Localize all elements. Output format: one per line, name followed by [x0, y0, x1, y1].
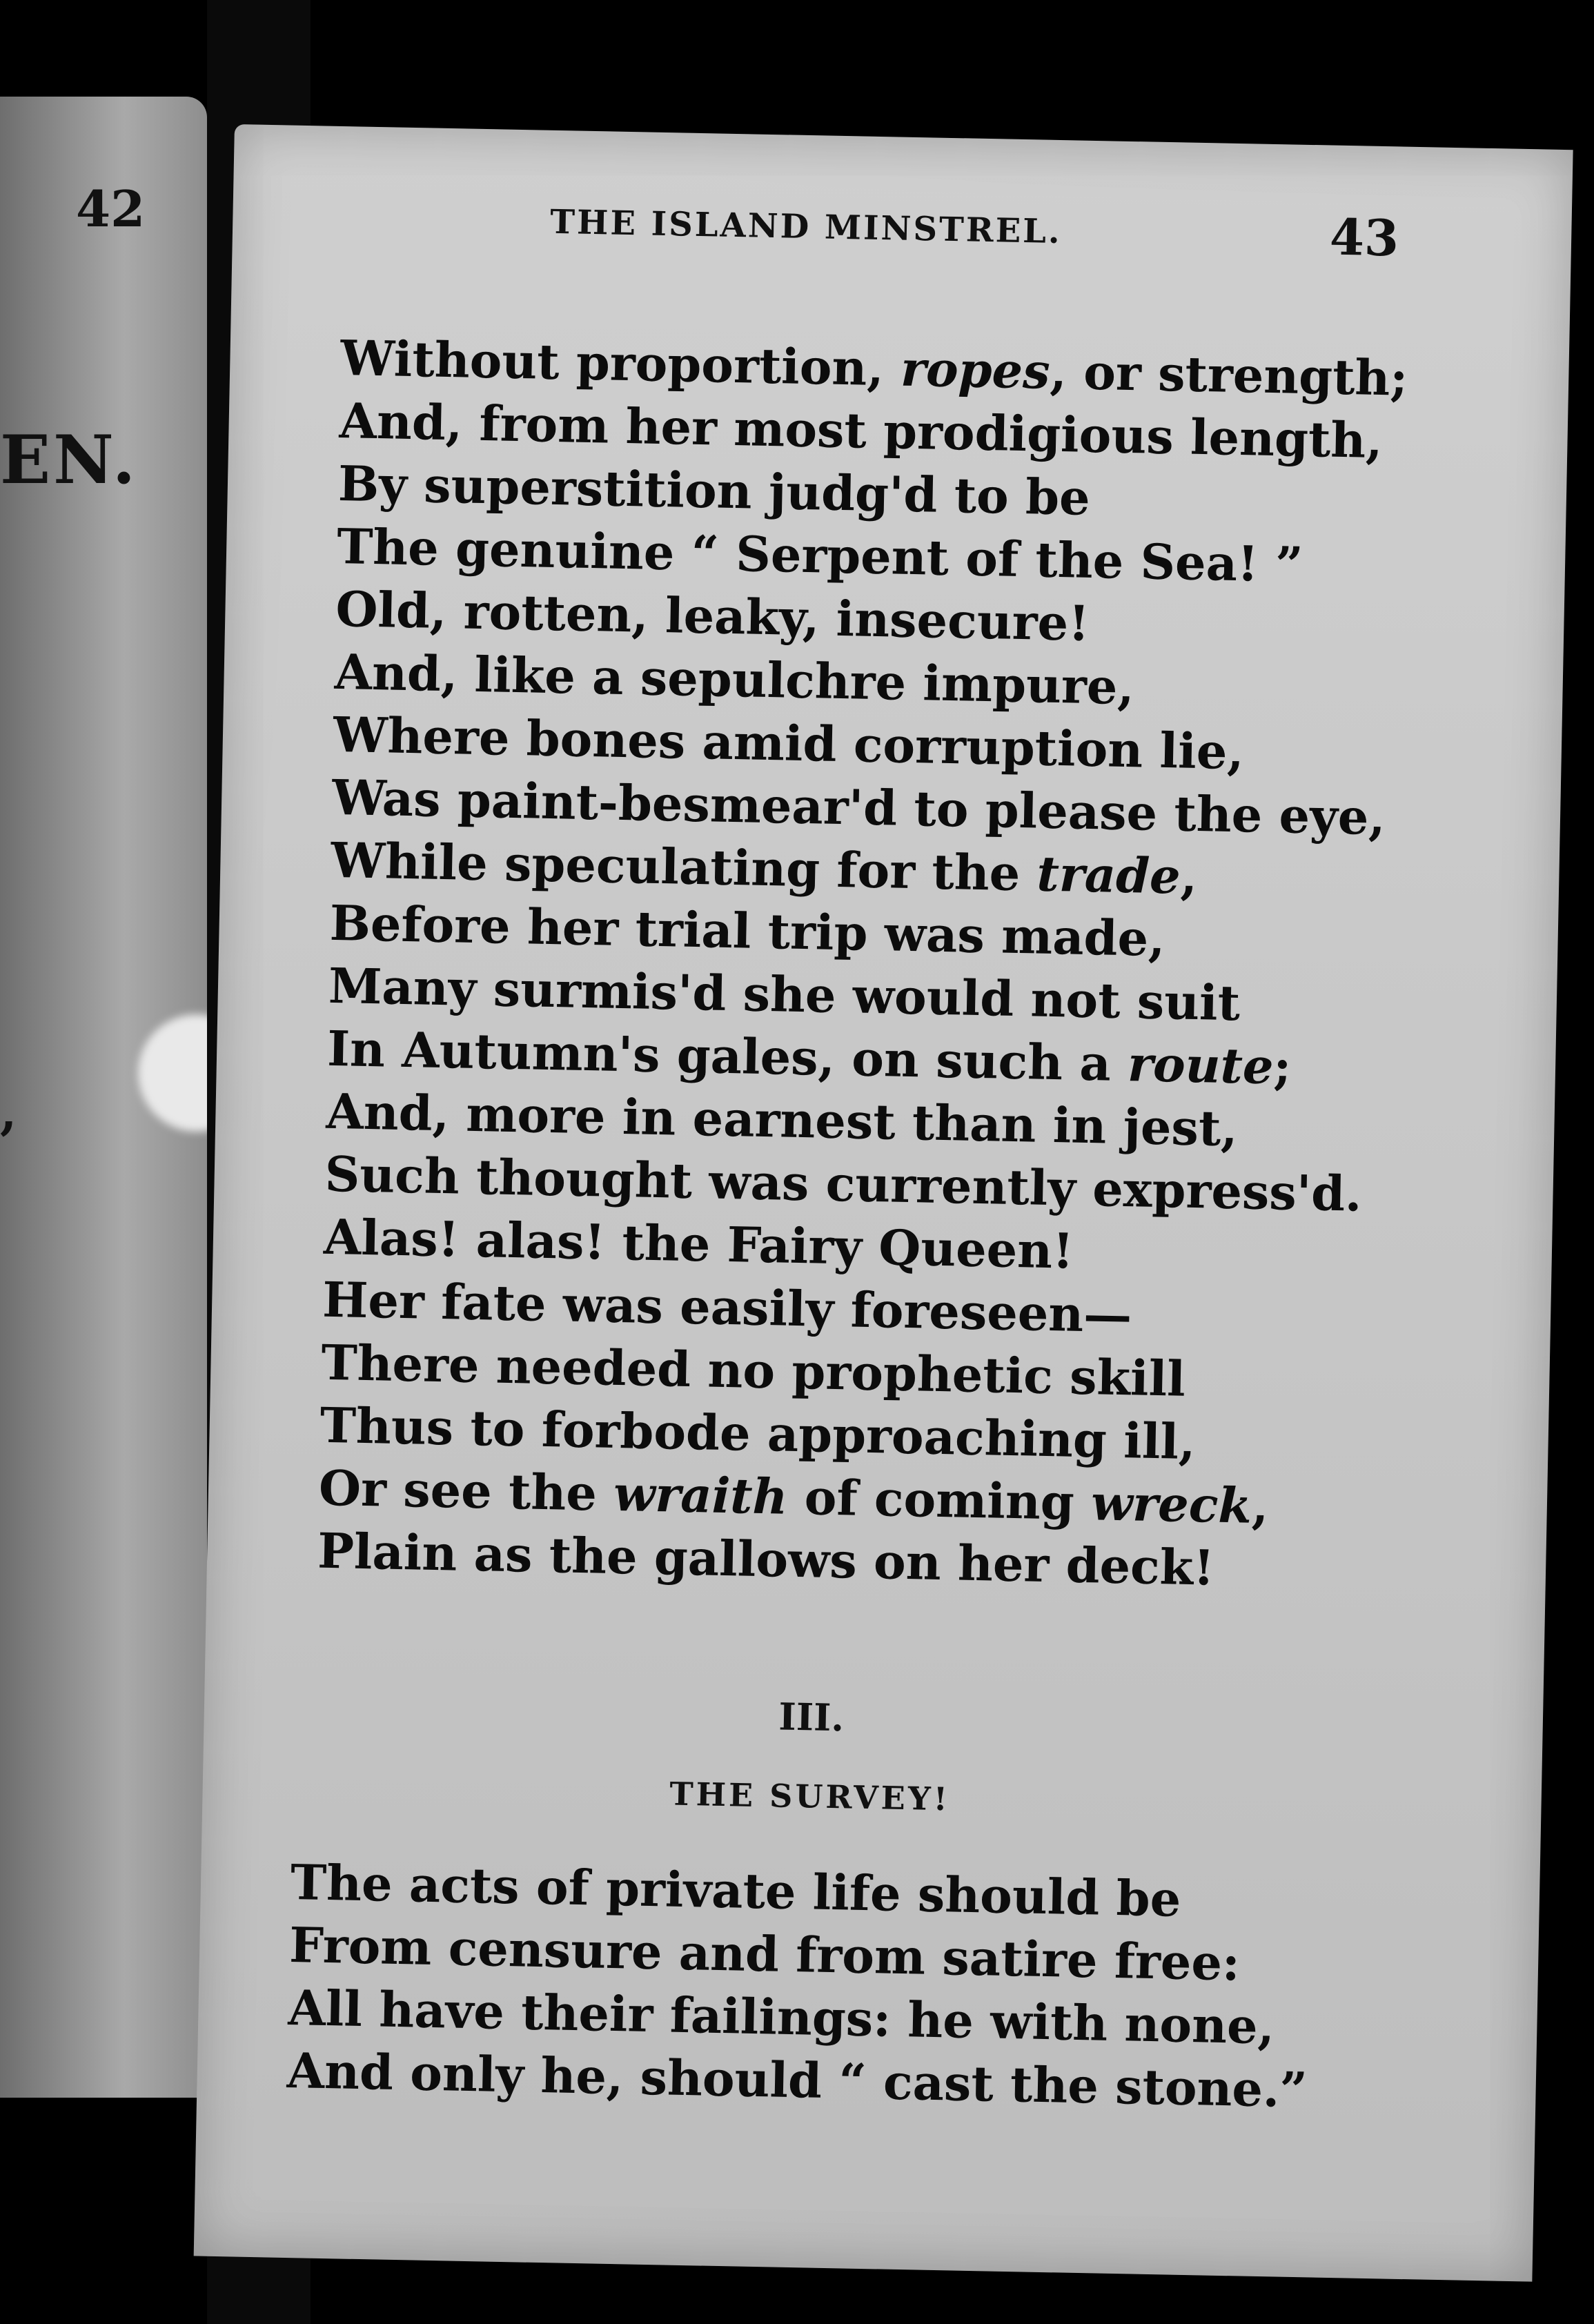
- verse-line: All have their failings: he with none,: [287, 1979, 1275, 2056]
- verse-line: Alas! alas! the Fairy Queen!: [323, 1208, 1074, 1280]
- verse-line: The acts of private life should be: [290, 1853, 1181, 1928]
- verse-line: By superstition judg'd to be: [337, 454, 1091, 526]
- verse-line: And, more in earnest than in jest,: [325, 1082, 1239, 1158]
- verse-line: From censure and from satire free:: [288, 1916, 1241, 1992]
- verse-line: Without proportion, ropes, or strength;: [340, 329, 1409, 407]
- verse-line: While speculating for the trade,: [330, 831, 1198, 905]
- verse-line: In Autumn's gales, on such a route;: [326, 1019, 1292, 1096]
- section-title: THE SURVEY!: [669, 1775, 951, 1818]
- page-number: 43: [1329, 207, 1399, 268]
- verse-line: Was paint-besmear'd to please the eye,: [331, 768, 1386, 847]
- poem-stanza-1: [317, 326, 1479, 1604]
- left-page-punctuation: ,: [0, 1083, 17, 1141]
- verse-line: Her fate was easily foreseen—: [322, 1270, 1133, 1344]
- verse-line: Where bones amid corruption lie,: [333, 705, 1245, 781]
- verse-line: The genuine “ Serpent of the Sea! ”: [336, 517, 1304, 593]
- poem-stanza-2: [286, 1851, 1430, 2124]
- verse-line: Plain as the gallows on her deck!: [317, 1522, 1215, 1597]
- right-page: [194, 124, 1573, 2282]
- left-page-number: 42: [76, 179, 146, 238]
- running-title: THE ISLAND MINSTREL.: [549, 202, 1063, 252]
- verse-line: Such thought was currently express'd.: [324, 1145, 1363, 1223]
- left-page-heading-fragment: EN.: [0, 421, 139, 499]
- verse-line: Old, rotten, leaky, insecure!: [335, 580, 1090, 652]
- verse-line: Before her trial trip was made,: [329, 894, 1166, 968]
- verse-line: Or see the wraith of coming wreck,: [318, 1459, 1270, 1535]
- verse-line: And, like a sepulchre impure,: [333, 642, 1135, 716]
- section-number: III.: [778, 1694, 845, 1740]
- verse-line: And, from her most prodigious length,: [338, 392, 1384, 470]
- left-page-edge: [0, 97, 207, 2098]
- verse-line: And only he, should “ cast the stone.”: [286, 2041, 1308, 2119]
- verse-line: Many surmis'd she would not suit: [328, 956, 1241, 1032]
- running-head: [232, 197, 1571, 284]
- verse-line: There needed no prophetic skill: [320, 1333, 1186, 1408]
- verse-line: Thus to forbode approaching ill,: [319, 1396, 1197, 1471]
- paper-stain: [138, 1014, 207, 1132]
